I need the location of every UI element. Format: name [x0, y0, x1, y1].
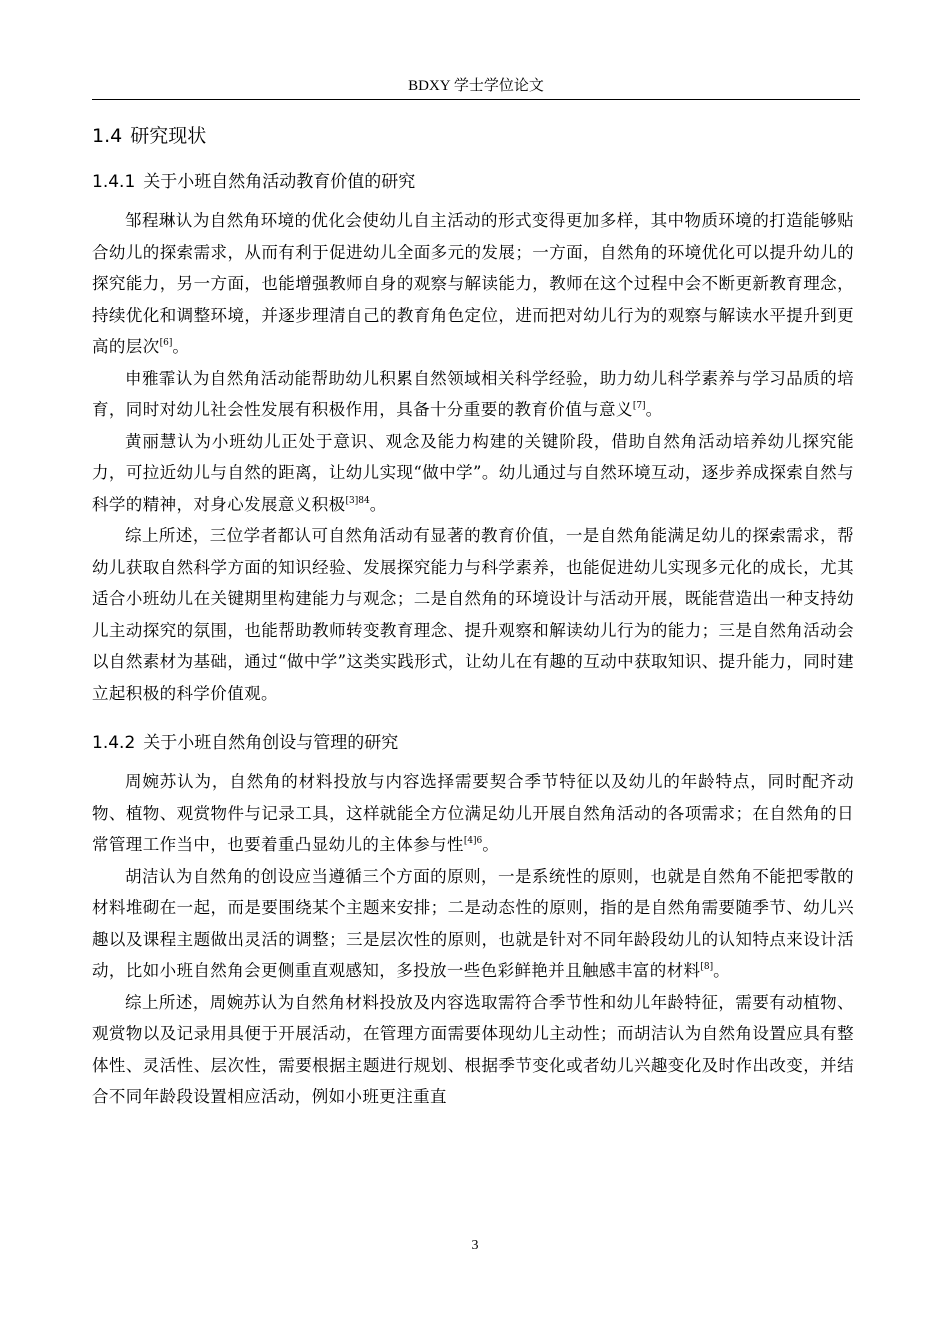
paragraph-tail: 。: [645, 400, 663, 419]
subsection-title: 关于小班自然角活动教育价值的研究: [143, 172, 416, 192]
running-header: BDXY 学士学位论文: [408, 78, 544, 94]
section-heading: [92, 116, 854, 156]
subsection-heading-2: [92, 723, 854, 763]
subsection-heading-1: [92, 162, 854, 202]
paragraph-tail: 。: [482, 835, 500, 854]
citation: [7]: [632, 401, 646, 411]
paragraph-text: 综上所述，周婉苏认为自然角材料投放及内容选取需符合季节性和幼儿年龄特征，需要有动植物、观赏物以及记录用具便于开展活动，在管理方面需要体现幼儿主动性；而胡洁认为自然角设置应具有整体性、灵活性、层次性，需要根据主题进行规划、根据季节变化或者幼儿兴趣变化及时作出改变，并结合不同年龄段设置相应活动，例如小班更注重直: [92, 992, 854, 1106]
citation: [8]: [700, 962, 714, 972]
paragraph: [92, 861, 854, 987]
subsection-number: 1.4.1: [92, 172, 136, 192]
subsection-number: 1.4.2: [92, 733, 136, 753]
paragraph: [92, 766, 854, 861]
header-rule: [92, 99, 860, 100]
paragraph: [92, 363, 854, 426]
paragraph-text: 黄丽慧认为小班幼儿正处于意识、观念及能力构建的关键阶段，借助自然角活动培养幼儿探究能力，可拉近幼儿与自然的距离，让幼儿实现“做中学”。幼儿通过与自然环境互动，逐步养成探索自然与科学的精神，对身心发展意义积极: [92, 431, 854, 514]
citation: [3]84: [345, 495, 370, 506]
paragraph: [92, 426, 854, 521]
paragraph-text: 周婉苏认为，自然角的材料投放与内容选择需要契合季节特征以及幼儿的年龄特点，同时配齐动物、植物、观赏物件与记录工具，这样就能全方位满足幼儿开展自然角活动的各项需求；在自然角的日常管理工作当中，也要着重凸显幼儿的主体参与性: [92, 772, 854, 854]
paragraph: [92, 987, 854, 1113]
paragraph-tail: 。: [713, 961, 731, 980]
citation: [4]6: [463, 836, 483, 846]
section-title: 研究现状: [130, 125, 207, 147]
paragraph: [92, 205, 854, 363]
paragraph-text: 综上所述，三位学者都认可自然角活动有显著的教育价值，一是自然角能满足幼儿的探索需求，帮幼儿获取自然科学方面的知识经验、发展探究能力与科学素养，也能促进幼儿实现多元化的成长，尤其适合小班幼儿在关键期里构建能力与观念；二是自然角的环境设计与活动开展，既能营造出一种支持幼儿主动探究的氛围，也能帮助教师转变教育理念、提升观察和解读幼儿行为的能力；三是自然角活动会以自然素材为基础，通过“做中学”这类实践形式，让幼儿在有趣的互动中获取知识、提升能力，同时建立起积极的科学价值观。: [92, 526, 854, 703]
paragraph-tail: 。: [172, 337, 190, 356]
citation: [6]: [159, 338, 173, 348]
section-number: 1.4: [92, 125, 123, 147]
paragraph-text: 胡洁认为自然角的创设应当遵循三个方面的原则，一是系统性的原则，也就是自然角不能把零散的材料堆砌在一起，而是要围绕某个主题来安排；二是动态性的原则，指的是自然角需要随季节、幼儿兴趣以及课程主题做出灵活的调整；三是层次性的原则，也就是针对不同年龄段幼儿的认知特点来设计活动，比如小班自然角会更侧重直观感知，多投放一些色彩鲜艳并且触感丰富的材料: [92, 866, 854, 980]
subsection-title: 关于小班自然角创设与管理的研究: [143, 733, 399, 753]
paragraph-text: 邹程琳认为自然角环境的优化会使幼儿自主活动的形式变得更加多样，其中物质环境的打造能够贴合幼儿的探索需求，从而有利于促进幼儿全面多元的发展；一方面，自然角的环境优化可以提升幼儿的探究能力，另一方面，也能增强教师自身的观察与解读能力，教师在这个过程中会不断更新教育理念，持续优化和调整环境，并逐步理清自己的教育角色定位，进而把对幼儿行为的观察与解读水平提升到更高的层次: [92, 211, 854, 356]
paragraph-text: 申雅霏认为自然角活动能帮助幼儿积累自然领域相关科学经验，助力幼儿科学素养与学习品质的培育，同时对幼儿社会性发展有积极作用，具备十分重要的教育价值与意义: [92, 368, 854, 419]
paragraph: [92, 520, 854, 709]
body-content: [92, 112, 854, 1113]
paragraph-tail: 。: [369, 494, 387, 514]
page-number: 3: [471, 1238, 479, 1253]
